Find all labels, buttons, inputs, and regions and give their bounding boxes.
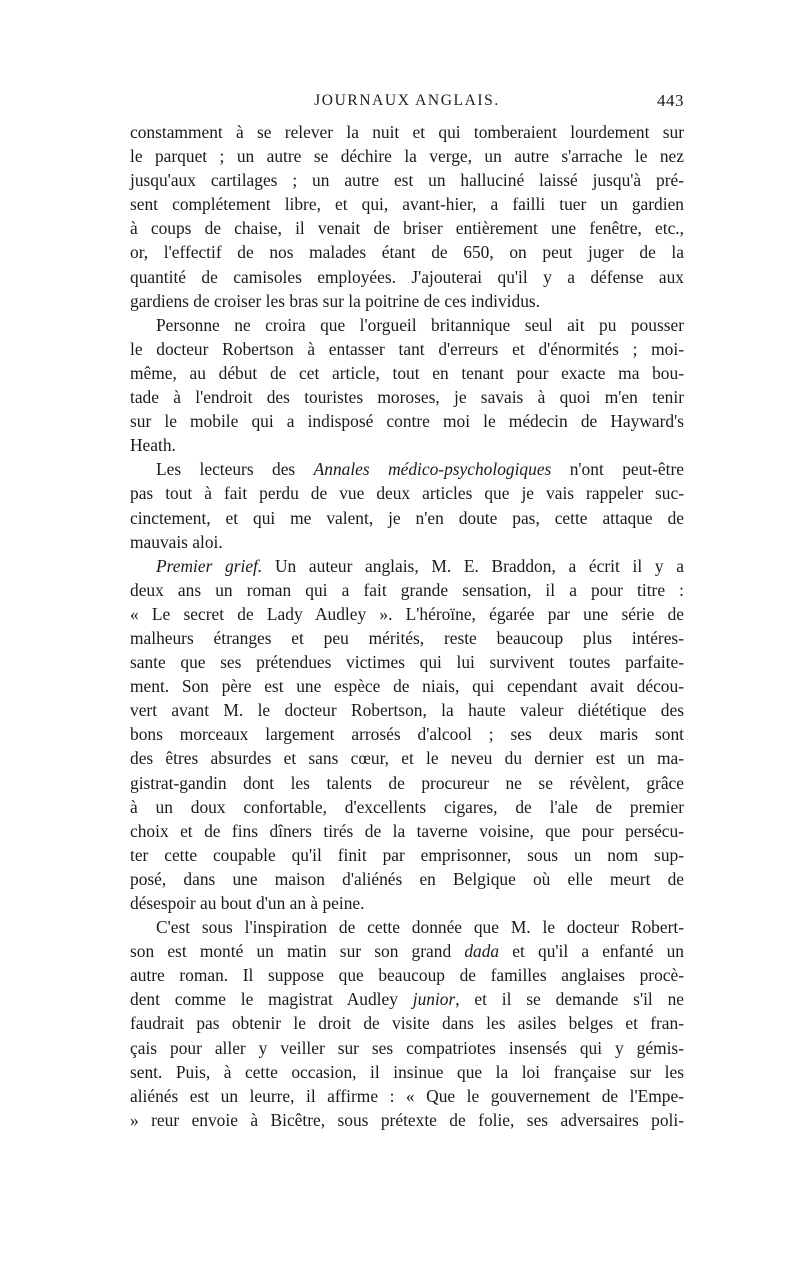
- text-line: à un doux confortable, d'excellents cigares, de l'ale de premier: [130, 796, 684, 817]
- page-header: [130, 92, 684, 116]
- text-line: sent complétement libre, et qui, avant-hier, a failli tuer un gardien: [130, 194, 684, 215]
- text-line: sent. Puis, à cette occasion, il insinue que la loi française sur les: [130, 1061, 684, 1082]
- text-line: tade à l'endroit des touristes moroses, je savais à quoi m'en tenir: [130, 387, 684, 408]
- body-text: [130, 120, 684, 1132]
- text-line: malheurs étranges et peu mérités, reste beaucoup plus intéres-: [130, 627, 684, 648]
- text-line: « Le secret de Lady Audley ». L'héroïne, égarée par une série de: [130, 603, 684, 624]
- text-line: » reur envoie à Bicêtre, sous prétexte de folie, ses adversaires poli-: [130, 1109, 684, 1130]
- text-line: choix et de fins dîners tirés de la taverne voisine, que pour persécu-: [130, 820, 684, 841]
- text-line: mauvais aloi.: [130, 531, 223, 552]
- text-line: Heath.: [130, 435, 176, 456]
- text-line: C'est sous l'inspiration de cette donnée que M. le docteur Robert-: [156, 917, 684, 938]
- text-line: constamment à se relever la nuit et qui tomberaient lourdement sur: [130, 122, 684, 142]
- text-line: deux ans un roman qui a fait grande sensation, il a pour titre :: [130, 579, 684, 600]
- text-line: pas tout à fait perdu de vue deux articles que je vais rappeler suc-: [130, 483, 684, 504]
- text-line: ment. Son père est une espèce de niais, qui cependant avait décou-: [130, 676, 684, 697]
- text-line: faudrait pas obtenir le droit de visite dans les asiles belges et fran-: [130, 1013, 684, 1034]
- text-line: sante que ses prétendues victimes qui lui survivent toutes parfaite-: [130, 652, 684, 673]
- running-title: JOURNAUX ANGLAIS.: [314, 92, 500, 109]
- text-line: des êtres absurdes et sans cœur, et le neveu du dernier est un ma-: [130, 748, 684, 769]
- text-line: jusqu'aux cartilages ; un autre est un halluciné laissé jusqu'à pré-: [130, 170, 684, 191]
- text-line: vert avant M. le docteur Robertson, la haute valeur diététique des: [130, 700, 684, 721]
- text-line: Personne ne croira que l'orgueil britannique seul ait pu pousser: [156, 314, 684, 335]
- text-line: cinctement, et qui me valent, je n'en doute pas, cette attaque de: [130, 507, 684, 528]
- text-line: aliénés est un leurre, il affirme : « Que le gouvernement de l'Empe-: [130, 1085, 684, 1106]
- text-line: quantité de camisoles employées. J'ajouterai qu'il y a défense aux: [130, 266, 684, 287]
- text-line: or, l'effectif de nos malades étant de 650, on peut juger de la: [130, 242, 684, 263]
- text-line: Premier grief. Un auteur anglais, M. E. Braddon, a écrit il y a: [156, 555, 684, 576]
- text-line: le parquet ; un autre se déchire la verge, un autre s'arrache le nez: [130, 146, 684, 167]
- page-number: 443: [657, 91, 684, 110]
- text-line: même, au début de cet article, tout en tenant pour exacte ma bou-: [130, 362, 684, 383]
- text-line: son est monté un matin sur son grand dada et qu'il a enfanté un: [130, 941, 684, 962]
- text-line: Les lecteurs des Annales médico-psychologiques n'ont peut-être: [156, 459, 684, 480]
- text-line: sur le mobile qui a indisposé contre moi le médecin de Hayward's: [130, 411, 684, 432]
- text-line: çais pour aller y veiller sur ses compatriotes insensés qui y gémis-: [130, 1037, 684, 1058]
- text-line: gistrat-gandin dont les talents de procureur ne se révèlent, grâce: [130, 772, 684, 793]
- text-line: posé, dans une maison d'aliénés en Belgique où elle meurt de: [130, 868, 684, 889]
- text-line: désespoir au bout d'un an à peine.: [130, 893, 365, 913]
- text-line: bons morceaux largement arrosés d'alcool ; ses deux maris sont: [130, 724, 684, 745]
- text-line: gardiens de croiser les bras sur la poitrine de ces individus.: [130, 290, 541, 311]
- text-line: à coups de chaise, il venait de briser entièrement une fenêtre, etc.,: [130, 218, 684, 239]
- text-line: le docteur Robertson à entasser tant d'erreurs et d'énormités ; moi-: [130, 338, 684, 359]
- text-line: dent comme le magistrat Audley junior, et il se demande s'il ne: [130, 989, 684, 1010]
- text-line: ter cette coupable qu'il finit par emprisonner, sous un nom sup-: [130, 844, 684, 865]
- text-line: autre roman. Il suppose que beaucoup de familles anglaises procè-: [130, 965, 684, 986]
